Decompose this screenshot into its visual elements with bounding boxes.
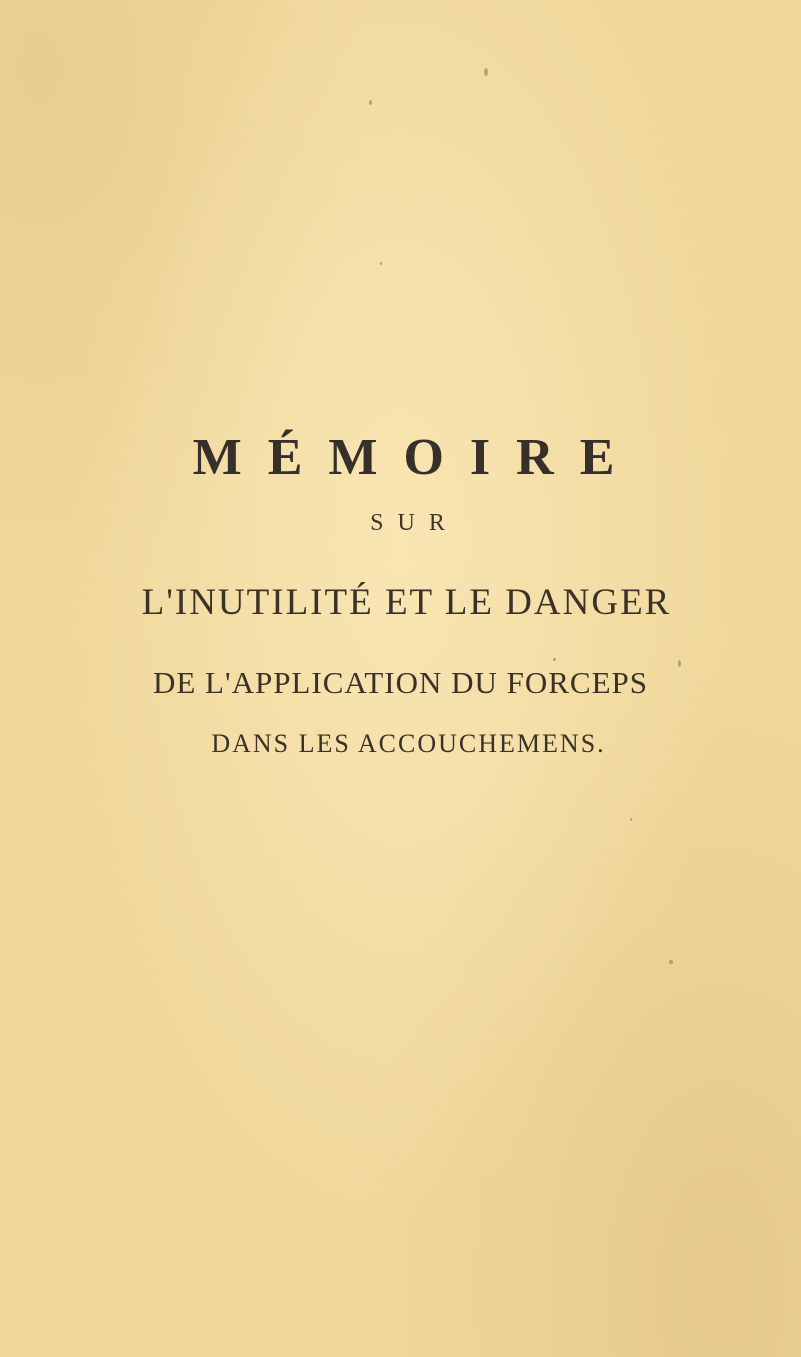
ink-speck <box>369 100 372 105</box>
document-title: MÉMOIRE <box>192 429 641 486</box>
ink-speck <box>630 818 632 821</box>
title-connector: SUR <box>370 510 459 536</box>
subtitle-line-1: L'INUTILITÉ ET LE DANGER <box>141 582 672 623</box>
ink-speck <box>380 262 382 265</box>
ink-speck <box>484 68 488 76</box>
subtitle-line-2: DE L'APPLICATION DU FORCEPS <box>152 665 649 700</box>
ink-speck <box>553 658 556 661</box>
ink-speck <box>669 960 673 964</box>
subtitle-line-3: DANS LES ACCOUCHEMENS. <box>211 729 606 758</box>
